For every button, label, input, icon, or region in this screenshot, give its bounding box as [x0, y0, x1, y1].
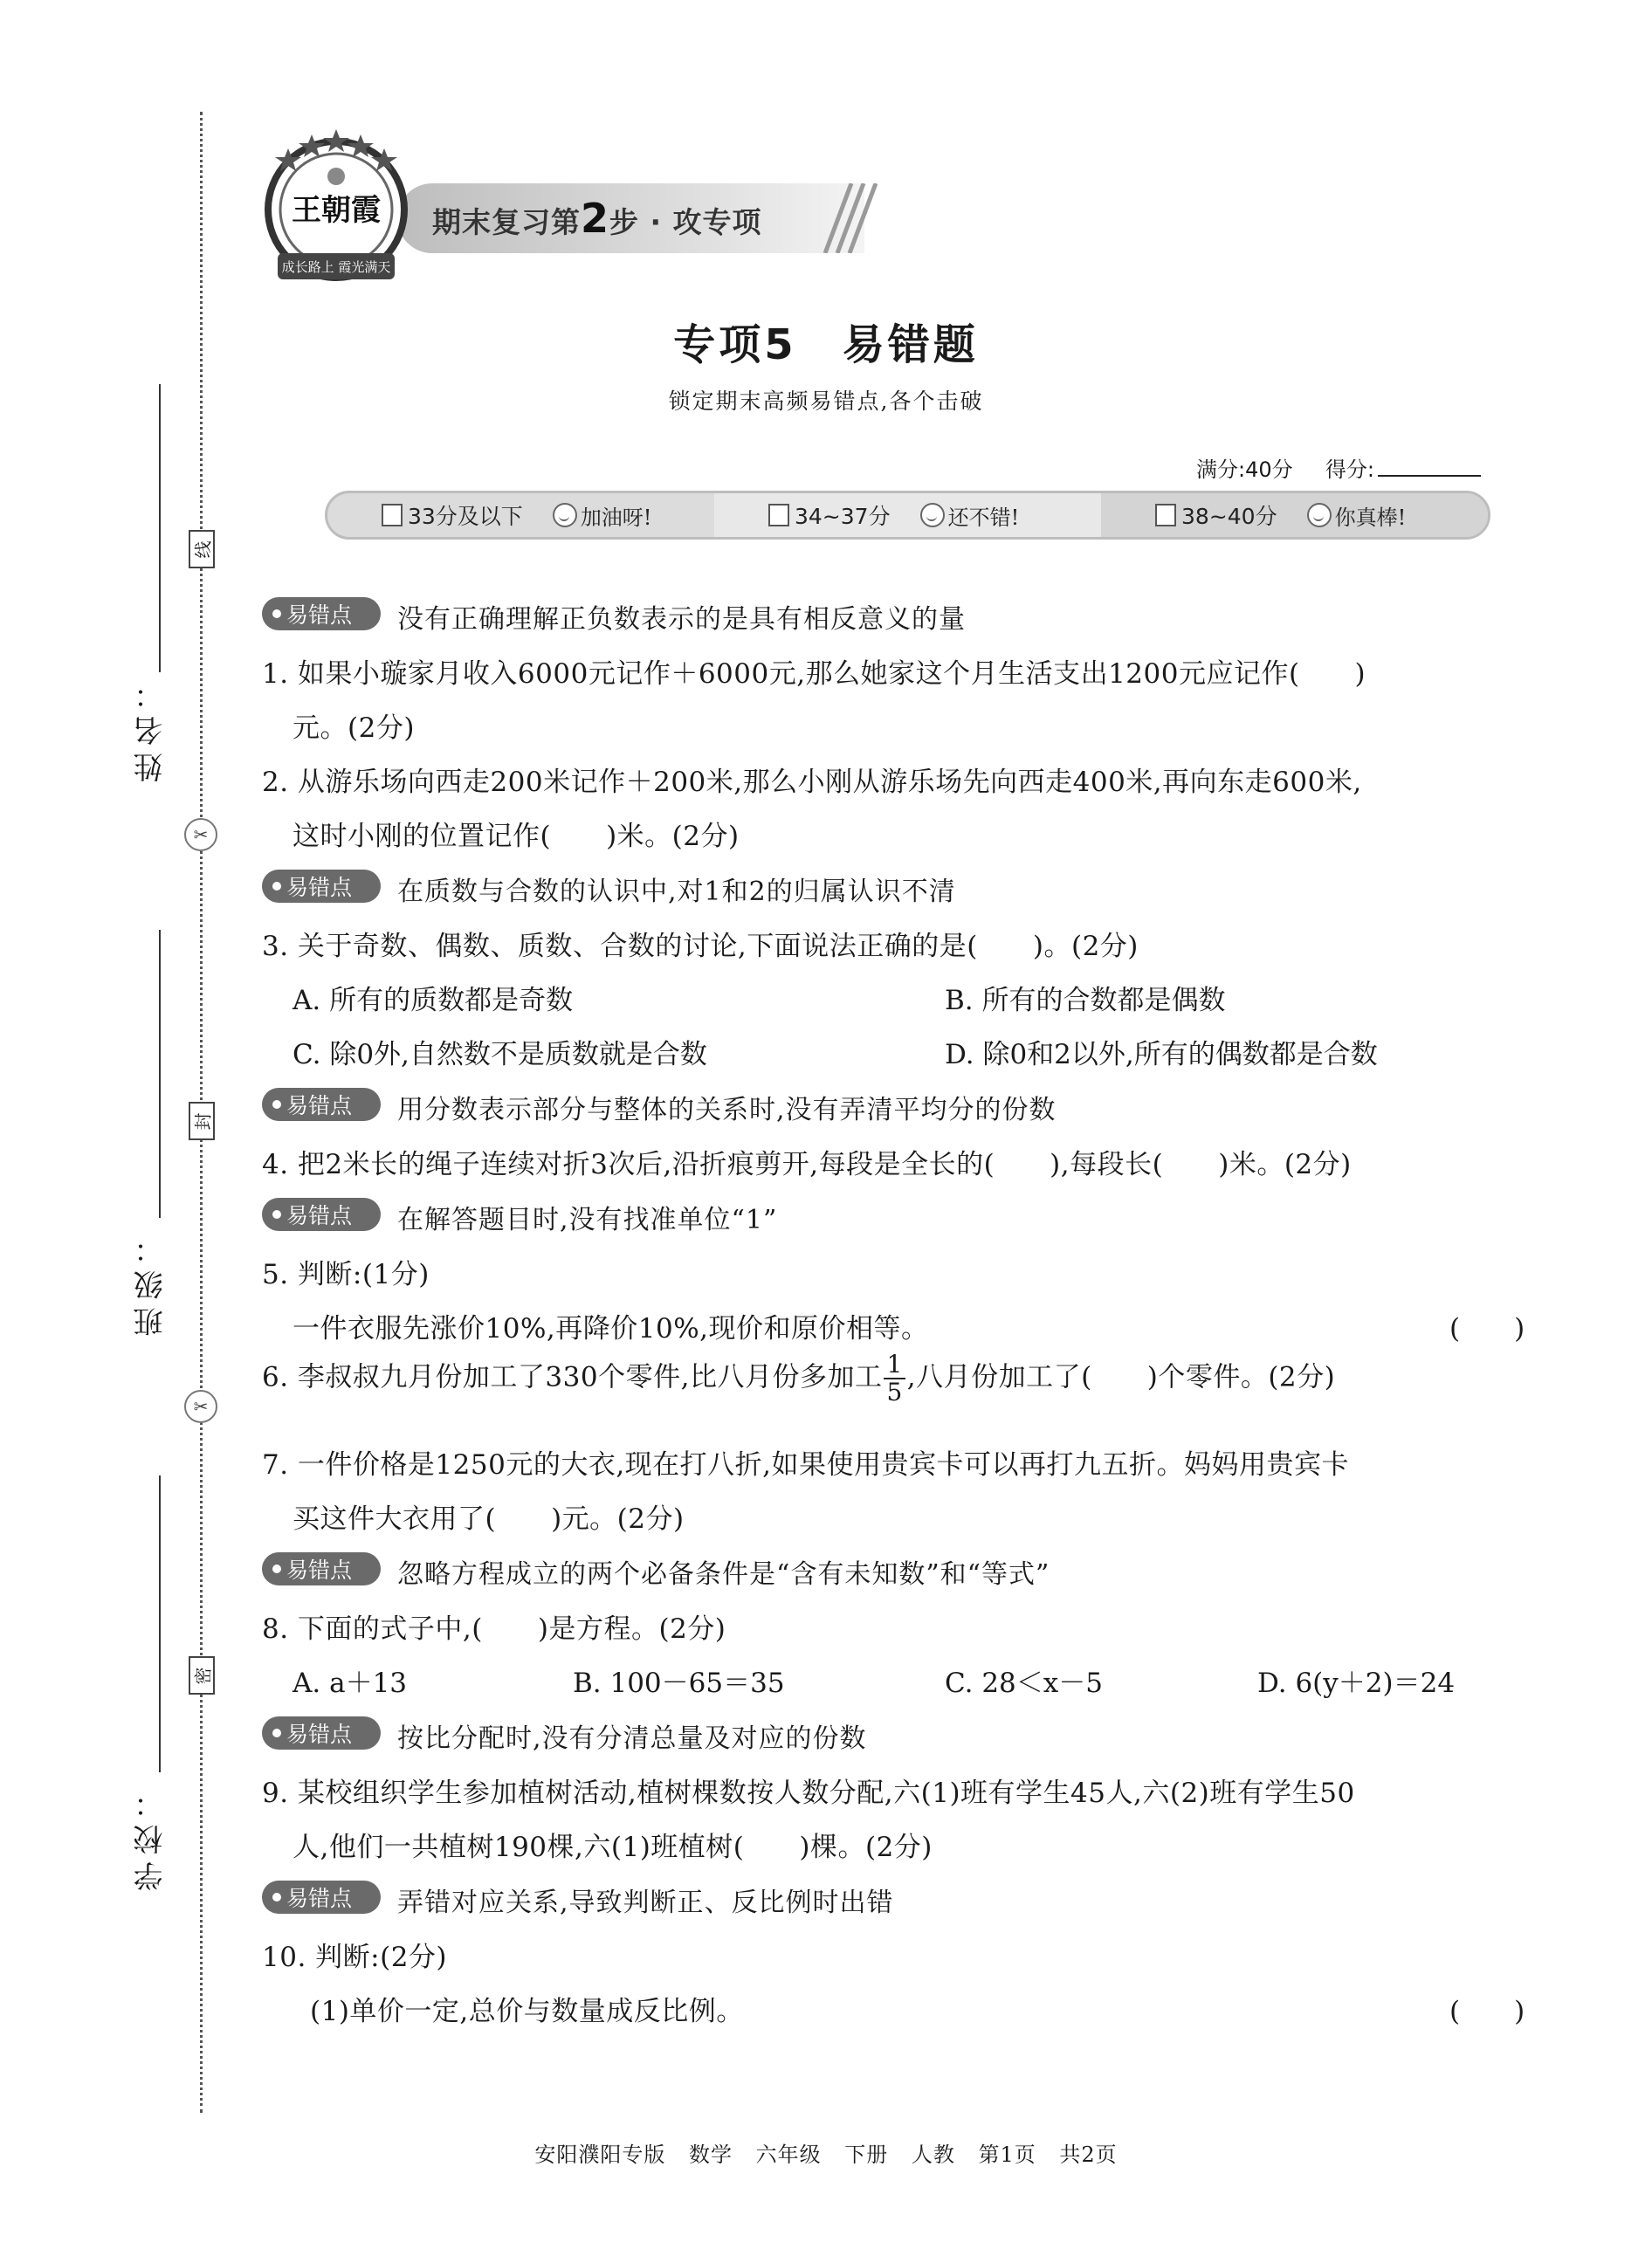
- question-7: 7. 一件价格是1250元的大衣,现在打八折,如果使用贵宾卡可以再打九五折。妈妈用贵宾卡: [262, 1449, 1350, 1481]
- question-10: 10. 判断:(2分): [262, 1942, 448, 1973]
- option-c[interactable]: C. 除0外,自然数不是质数就是合数: [293, 1039, 707, 1070]
- rank-bar: [325, 491, 1490, 540]
- error-point-tag: 易错点: [262, 1198, 381, 1231]
- question-5-statement: 一件衣服先涨价10%,再降价10%,现价和原价相等。: [293, 1313, 929, 1345]
- option-b[interactable]: B. 所有的合数都是偶数: [945, 985, 1226, 1016]
- step-banner: [397, 183, 864, 253]
- question-9: 9. 某校组织学生参加植树活动,植树棵数按人数分配,六(1)班有学生45人,六(2)班有学生50: [262, 1778, 1355, 1809]
- question-2: 2. 从游乐场向西走200米记作＋200米,那么小刚从游乐场先向西走400米,再向东走600米,: [262, 767, 1362, 798]
- question-1: 1. 如果小璇家月收入6000元记作＋6000元,那么她家这个月生活支出1200元应记作( ): [262, 658, 1366, 690]
- question-1-cont: 元。(2分): [293, 712, 415, 744]
- option-d[interactable]: D. 6(y＋2)＝24: [1257, 1668, 1456, 1699]
- rank-checkbox[interactable]: [382, 504, 403, 526]
- rank-mid: 34~37分 还不错!: [714, 493, 1101, 537]
- full-score: 满分:40分: [1196, 457, 1293, 482]
- scissors-icon: ✂: [184, 1390, 217, 1423]
- answer-blank[interactable]: ( ): [1449, 1996, 1525, 2027]
- question-3: 3. 关于奇数、偶数、质数、合数的讨论,下面说法正确的是( )。(2分): [262, 931, 1139, 962]
- smile-icon: [553, 503, 577, 527]
- page-subtitle: 锁定期末高频易错点,各个击破: [668, 389, 984, 414]
- error-point-text: 没有正确理解正负数表示的是具有相反意义的量: [397, 604, 966, 635]
- svg-text:王朝霞: 王朝霞: [292, 193, 381, 228]
- cut-word-seal: 封: [189, 1102, 215, 1140]
- name-blank-line: [159, 384, 161, 672]
- question-9-cont: 人,他们一共植树190棵,六(1)班植树( )棵。(2分): [293, 1832, 933, 1863]
- banner-text: 期末复习第2步 · 攻专项: [432, 195, 762, 242]
- scissors-icon: ✂: [184, 818, 217, 851]
- rank-checkbox[interactable]: [768, 504, 789, 526]
- question-6: 6. 李叔叔九月份加工了330个零件,比八月份多加工 $\frac{1}{5}$ ,八月份加工了( )个零件。(2分): [262, 1350, 1336, 1406]
- cut-word-line: 线: [189, 530, 215, 568]
- page-title: 专项5 易错题: [673, 320, 979, 369]
- school-blank-line: [159, 1475, 161, 1772]
- question-10-1: (1)单价一定,总价与数量成反比例。: [310, 1996, 744, 2027]
- option-b[interactable]: B. 100－65＝35: [573, 1668, 785, 1699]
- error-point-text: 在解答题目时,没有找准单位“1”: [397, 1205, 778, 1235]
- question-8: 8. 下面的式子中,( )是方程。(2分): [262, 1613, 726, 1645]
- option-c[interactable]: C. 28＜x－5: [945, 1668, 1103, 1699]
- smile-icon: [920, 503, 945, 527]
- answer-blank[interactable]: ( ): [1449, 1313, 1525, 1345]
- error-point-tag: 易错点: [262, 1716, 381, 1750]
- name-label: 姓名：: [134, 672, 169, 782]
- class-blank-line: [159, 930, 161, 1218]
- class-label: 班级：: [134, 1227, 169, 1337]
- question-2-cont: 这时小刚的位置记作( )米。(2分): [293, 821, 740, 852]
- error-point-tag: 易错点: [262, 870, 381, 903]
- school-label: 学校：: [134, 1781, 169, 1891]
- score-box: [1196, 452, 1481, 483]
- cut-word-close: 密: [189, 1656, 215, 1695]
- error-point-text: 按比分配时,没有分清总量及对应的份数: [397, 1723, 867, 1754]
- error-point-text: 用分数表示部分与整体的关系时,没有弄清平均分的份数: [397, 1095, 1057, 1125]
- error-point-tag: 易错点: [262, 597, 381, 630]
- brand-logo: [253, 122, 419, 292]
- rank-checkbox[interactable]: [1155, 504, 1176, 526]
- question-7-cont: 买这件大衣用了( )元。(2分): [293, 1503, 685, 1535]
- error-point-text: 弄错对应关系,导致判断正、反比例时出错: [397, 1888, 894, 1918]
- question-4: 4. 把2米长的绳子连续对折3次后,沿折痕剪开,每段是全长的( ),每段长( )米。(2分): [262, 1149, 1352, 1180]
- option-a[interactable]: A. a＋13: [293, 1668, 408, 1699]
- fraction-one-fifth: $\frac{1}{5}$: [884, 1351, 905, 1406]
- error-point-tag: 易错点: [262, 1881, 381, 1914]
- page-footer: 安阳濮阳专版 数学 六年级 下册 人教 第1页 共2页: [534, 2142, 1118, 2167]
- error-point-text: 在质数与合数的认识中,对1和2的归属认识不清: [397, 877, 956, 907]
- got-score-label: 得分:: [1325, 457, 1374, 482]
- option-d[interactable]: D. 除0和2以外,所有的偶数都是合数: [945, 1039, 1378, 1070]
- rank-low: 33分及以下 加油呀!: [327, 493, 714, 537]
- error-point-tag: 易错点: [262, 1552, 381, 1585]
- score-blank[interactable]: [1378, 475, 1481, 477]
- error-point-tag: 易错点: [262, 1088, 381, 1121]
- rank-high: 38~40分 你真棒!: [1101, 493, 1488, 537]
- option-a[interactable]: A. 所有的质数都是奇数: [293, 985, 574, 1016]
- banner-stripes: [816, 183, 878, 253]
- error-point-text: 忽略方程成立的两个必备条件是“含有未知数”和“等式”: [397, 1559, 1050, 1590]
- svg-text:成长路上 霞光满天: 成长路上 霞光满天: [281, 259, 391, 275]
- smile-icon: [1307, 503, 1332, 527]
- question-5: 5. 判断:(1分): [262, 1259, 430, 1290]
